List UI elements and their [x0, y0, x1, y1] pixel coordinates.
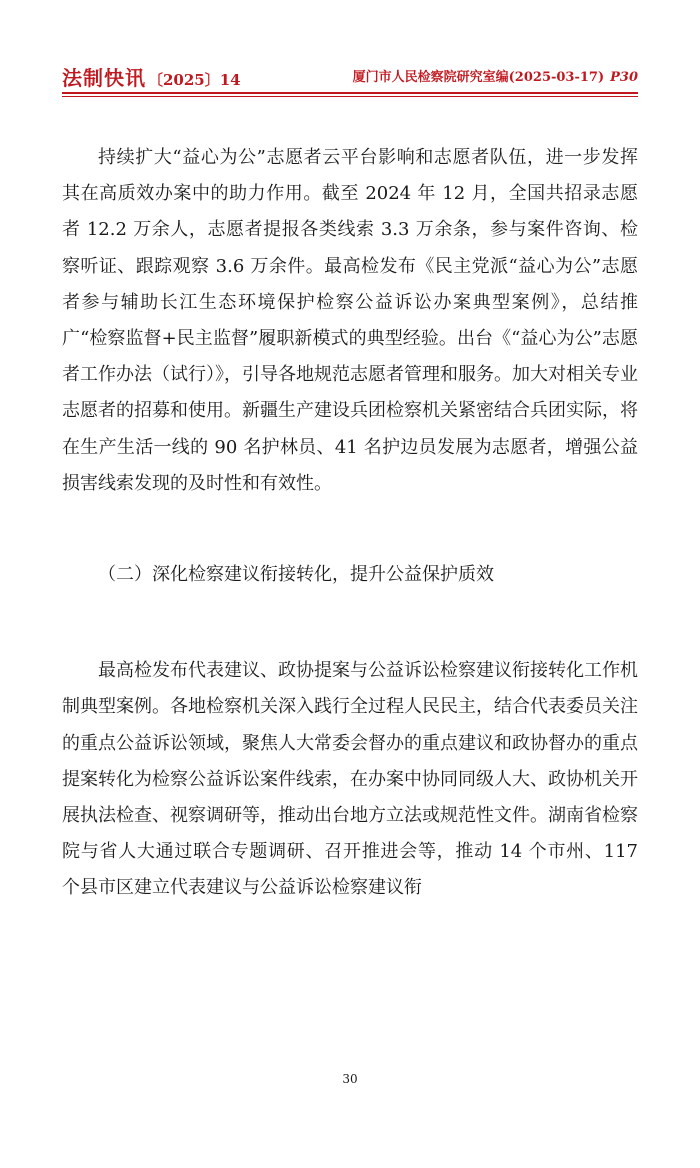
- header-rule-thin: [62, 96, 638, 97]
- header-issue: 〔2025〕14: [148, 71, 241, 89]
- header-right: [353, 66, 638, 85]
- header-left: [62, 62, 241, 91]
- header-source: 厦门市人民检察院研究室编(2025-03-17): [352, 70, 605, 85]
- page-header: [62, 62, 638, 90]
- page-number: 30: [342, 1072, 358, 1086]
- header-brand: 法制快讯: [62, 66, 146, 90]
- paragraph-spacer: [62, 502, 638, 557]
- section-heading: （二）深化检察建议衔接转化，提升公益保护质效: [98, 564, 494, 586]
- paragraph-volunteers: 持续扩大“益心为公”志愿者云平台影响和志愿者队伍，进一步发挥其在高质效办案中的助力作用。截至 2024 年 12 月，全国共招录志愿者 12.2 万余人，志愿者提报各类线索 3.3 万余条，参与案件咨询、检察听证、跟踪观察 3.6 万余件。最高检发布《民主党派“益心为公”志愿者参与辅助长江生态环境保护检察公益诉讼办案典型案例》，总结推广“检察监督+民主监督”履职新模式的典型经验。出台《“益心为公”志愿者工作办法（试行）》，引导各地规范志愿者管理和服务。加大对相关专业志愿者的招募和使用。新疆生产建设兵团检察机关紧密结合兵团实际，将在生产生活一线的 90 名护林员、41 名护边员发展为志愿者，增强公益损害线索发现的及时性和有效性。: [62, 147, 638, 494]
- paragraph-spacer: [62, 593, 638, 653]
- paragraph-procuratorial-suggestions: 最高检发布代表建议、政协提案与公益诉讼检察建议衔接转化工作机制典型案例。各地检察机关深入践行全过程人民民主，结合代表委员关注的重点公益诉讼领域，聚焦人大常委会督办的重点建议和政协督办的重点提案转化为检察公益诉讼案件线索，在办案中协同同级人大、政协机关开展执法检查、视察调研等，推动出台地方立法或规范性文件。湖南省检察院与省人大通过联合专题调研、召开推进会等，推动 14 个市州、117 个县市区建立代表建议与公益诉讼检察建议衔: [62, 660, 638, 899]
- header-page-label: P30: [610, 70, 638, 85]
- header-rule-thick: [62, 92, 638, 94]
- document-body: [62, 140, 638, 907]
